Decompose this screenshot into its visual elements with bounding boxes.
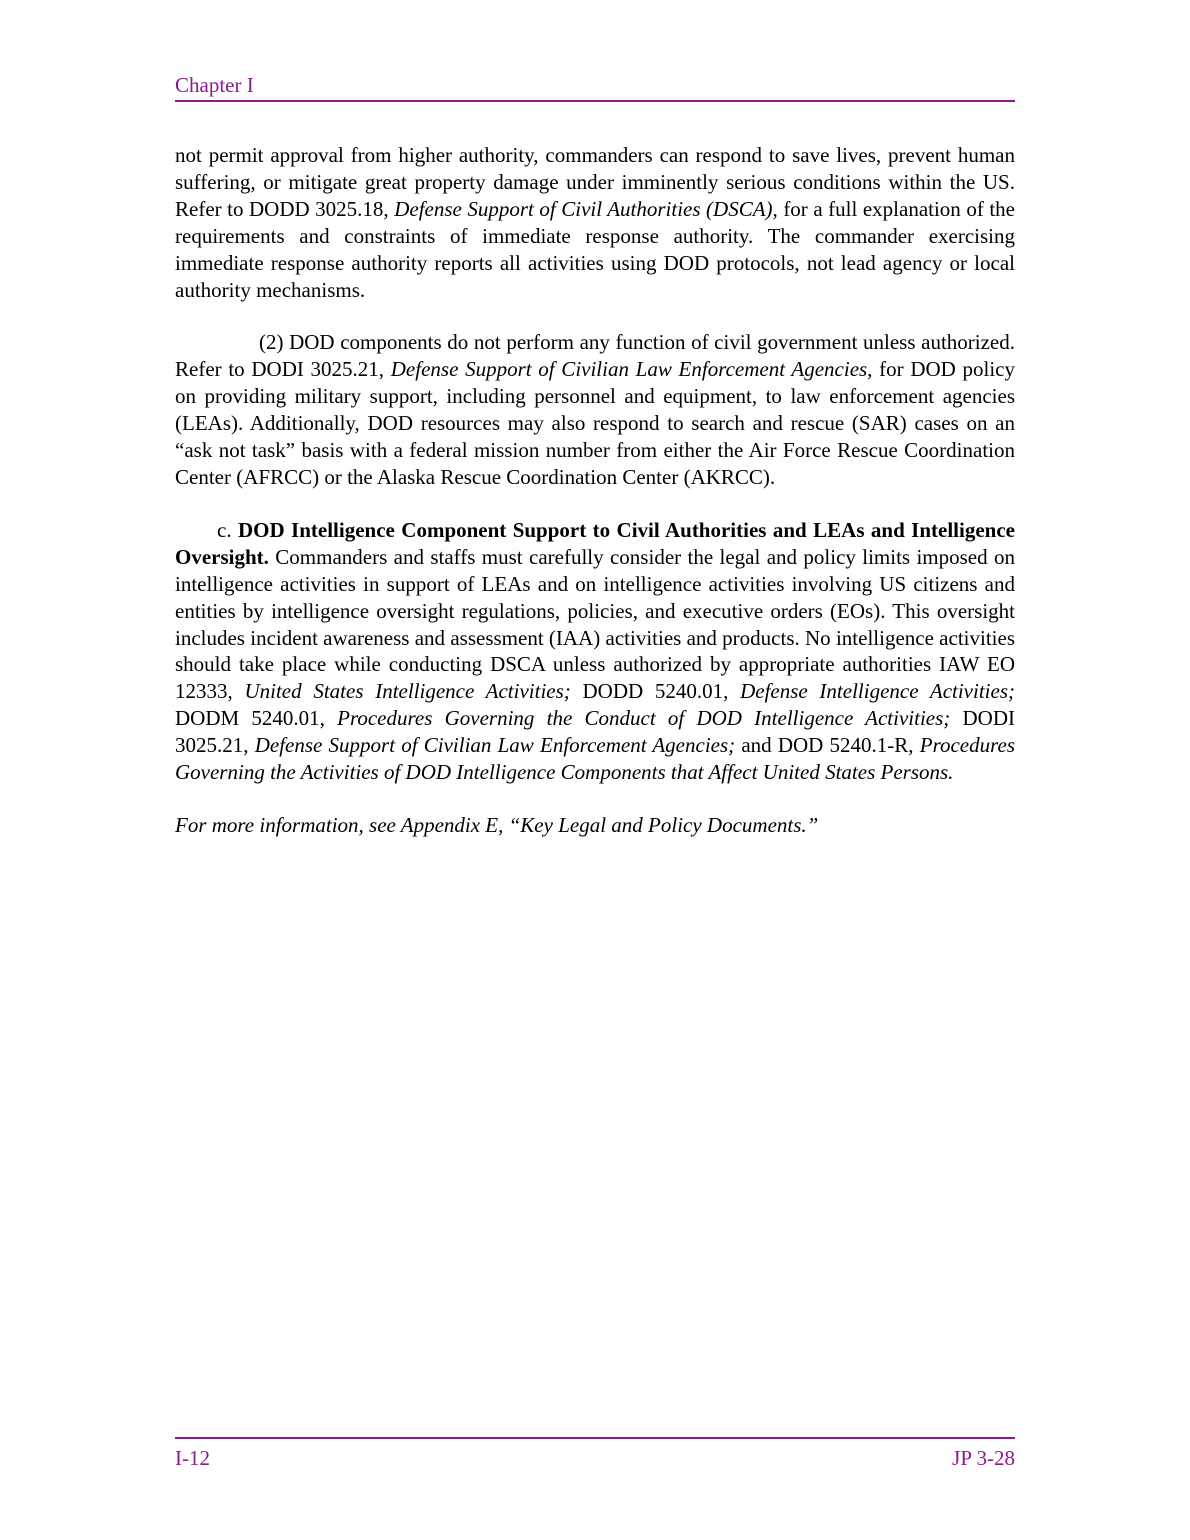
page-header — [175, 72, 1015, 98]
text-run: for a full explanation of the requirements and constraints of immediate response authority. The commander exercising immediate response authority reports all activities using DOD protocols, not lead agency or local authority mechanisms. — [175, 196, 1015, 302]
citation-title: Procedures Governing the Activities of DOD Intelligence Components that Affect United States Persons. — [175, 733, 1015, 785]
header-rule — [175, 100, 1015, 102]
reference-note: For more information, see Appendix E, “Key Legal and Policy Documents.” — [175, 812, 819, 837]
section-heading: DOD Intelligence Component Support to Civil Authorities and LEAs and Intelligence Oversight. — [175, 517, 1015, 569]
document-body — [175, 142, 1015, 865]
citation-title: Procedures Governing the Conduct of DOD Intelligence Activities; — [337, 706, 951, 731]
text-run: c. — [217, 517, 238, 542]
chapter-title: Chapter I — [175, 73, 254, 97]
page-number: I-12 — [175, 1446, 210, 1470]
text-run: DODD 5240.01, — [570, 679, 741, 704]
paragraph-more-information — [175, 812, 1015, 839]
text-run: for DOD policy on providing military support, including personnel and equipment, to law enforcement agencies (LEAs). Additionally, DOD resources may also respond to search and rescue (SAR) cases on an “ask not task” basis with a federal mission number from either the Air Force Rescue Coordination Center (AFRCC) or the Alaska Rescue Coordination Center (AKRCC). — [175, 357, 1015, 489]
citation-title: Defense Support of Civilian Law Enforcement Agencies, — [390, 357, 873, 382]
paragraph-intelligence-support — [175, 517, 1015, 786]
paragraph-immediate-response — [175, 142, 1015, 303]
text-run: not permit approval from higher authority, commanders can respond to save lives, prevent human suffering, or mitigate great property damage under imminently serious conditions within the US. Refer to DODD 3025.18, — [175, 143, 1015, 221]
citation-title: Defense Support of Civilian Law Enforcement Agencies; — [254, 733, 736, 758]
text-run: and DOD 5240.1-R, — [735, 733, 920, 758]
text-run: DODM 5240.01, — [175, 706, 338, 731]
citation-title: United States Intelligence Activities; — [244, 679, 571, 704]
publication-id: JP 3-28 — [952, 1446, 1015, 1470]
citation-title: Defense Support of Civil Authorities (DSCA), — [394, 196, 778, 221]
text-run: (2) DOD components do not perform any function of civil government unless authorized. Refer to DODI 3025.21, — [175, 330, 1015, 382]
text-run: Commanders and staffs must carefully consider the legal and policy limits imposed on intelligence activities in support of LEAs and on intelligence activities involving US citizens and entities by intelligence oversight regulations, policies, and executive orders (EOs). This oversight includes incident awareness and assessment (IAA) activities and products. No intelligence activities should take place while conducting DSCA unless authorized by appropriate authorities IAW EO 12333, — [175, 544, 1015, 704]
citation-title: Defense Intelligence Activities; — [740, 679, 1015, 704]
paragraph-civil-government — [175, 329, 1015, 490]
footer-rule — [175, 1437, 1015, 1439]
text-run: DODI 3025.21, — [175, 706, 1015, 758]
